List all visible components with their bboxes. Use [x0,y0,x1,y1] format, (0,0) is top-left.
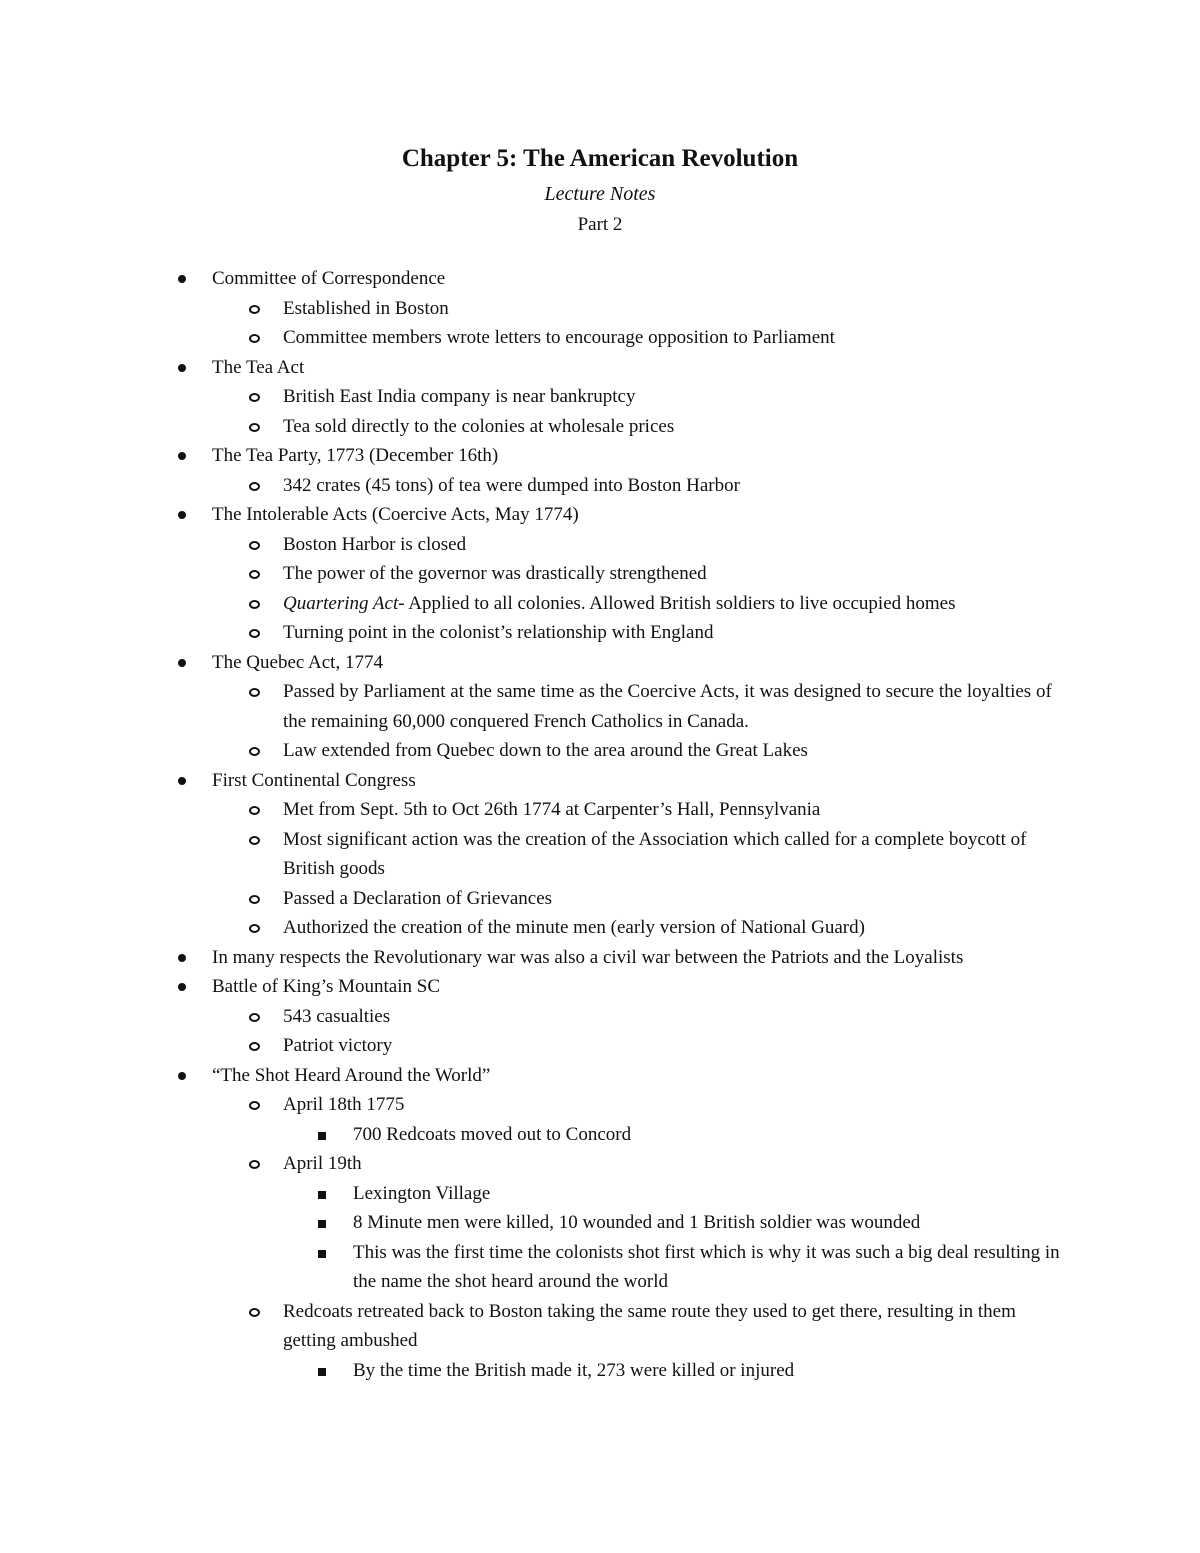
list-item-text: Battle of King’s Mountain SC [212,976,440,997]
hollow-circle-bullet-icon [249,836,260,845]
hollow-circle-bullet-icon [249,1013,260,1022]
page-subtitle: Lecture Notes [544,183,656,205]
list-item [0,913,1200,943]
list-item [0,1002,1200,1032]
list-item-text: Passed by Parliament at the same time as the Coercive Acts, it was designed to secure the loyalties of the remaining 60,000 conquered French Catholics in Canada. [283,681,1052,732]
list-item-text: Redcoats retreated back to Boston taking the same route they used to get there, resulting in them getting ambushed [283,1300,1016,1351]
list-item [0,412,1200,442]
list-item-text: Met from Sept. 5th to Oct 26th 1774 at Carpenter’s Hall, Pennsylvania [283,799,821,820]
list-item [0,884,1200,914]
list-item-text: Lexington Village [353,1182,491,1204]
hollow-circle-bullet-icon [249,1042,260,1051]
filled-circle-bullet-icon [178,511,186,519]
list-item [0,530,1200,560]
list-item-text: The Tea Party, 1773 (December 16th) [212,445,499,466]
hollow-circle-bullet-icon [249,423,260,432]
list-item [0,353,1200,383]
list-item [0,1031,1200,1061]
list-item-text: Law extended from Quebec down to the area around the Great Lakes [283,740,808,761]
hollow-circle-bullet-icon [249,1101,260,1110]
list-item-text: Committee members wrote letters to encourage opposition to Parliament [283,327,835,348]
filled-circle-bullet-icon [178,983,186,991]
hollow-circle-bullet-icon [249,600,260,609]
list-item [0,382,1200,412]
hollow-circle-bullet-icon [249,1308,260,1317]
hollow-circle-bullet-icon [249,1160,260,1169]
list-item [0,500,1200,530]
filled-circle-bullet-icon [178,777,186,785]
list-item [0,795,1200,825]
list-item-text: “The Shot Heard Around the World” [212,1064,491,1086]
list-item-text: 8 Minute men were killed, 10 wounded and 1 British soldier was wounded [353,1212,921,1233]
hollow-circle-bullet-icon [249,688,260,697]
filled-circle-bullet-icon [178,275,186,283]
hollow-circle-bullet-icon [249,334,260,343]
list-item [0,264,1200,294]
list-item [0,766,1200,796]
filled-circle-bullet-icon [178,364,186,372]
list-item-text: Passed a Declaration of Grievances [283,887,553,909]
square-bullet-icon [318,1250,326,1258]
list-item [0,736,1200,766]
list-item-text: Established in Boston [283,297,449,319]
page-title: Chapter 5: The American Revolution [401,145,799,172]
list-item-text: The power of the governor was drastically strengthened [283,563,707,584]
list-item [0,972,1200,1002]
list-item [0,1061,1200,1091]
list-item [0,1208,1200,1238]
list-item-text: Turning point in the colonist’s relationship with England [283,622,714,643]
list-item-text: The Intolerable Acts (Coercive Acts, May 1774) [212,504,579,525]
list-item [0,1120,1200,1150]
hollow-circle-bullet-icon [249,570,260,579]
list-item-text: The Tea Act [212,356,305,378]
list-item-text: Patriot victory [283,1035,393,1056]
list-item-text: Most significant action was the creation of the Association which called for a complete boycott of British goods [283,828,1027,879]
square-bullet-icon [318,1132,326,1140]
filled-circle-bullet-icon [178,452,186,460]
list-item-text: 342 crates (45 tons) of tea were dumped into Boston Harbor [283,474,740,496]
list-item-text: 543 casualties [283,1005,391,1027]
list-item-text: April 19th [283,1153,362,1174]
list-item-text: In many respects the Revolutionary war was also a civil war between the Patriots and the Loyalists [212,946,964,968]
part-label: Part 2 [577,214,623,235]
hollow-circle-bullet-icon [249,482,260,491]
act-name: Quartering Act [283,592,399,614]
list-item [0,677,1200,736]
hollow-circle-bullet-icon [249,393,260,402]
hollow-circle-bullet-icon [249,924,260,933]
list-item [0,1179,1200,1209]
list-item-text: Boston Harbor is closed [283,533,467,555]
list-item-text: Authorized the creation of the minute men (early version of National Guard) [283,917,865,938]
list-item-text: By the time the British made it, 273 were killed or injured [353,1359,795,1381]
hollow-circle-bullet-icon [249,747,260,756]
list-item-text [0,589,1200,619]
filled-circle-bullet-icon [178,659,186,667]
square-bullet-icon [318,1368,326,1376]
list-item [0,1356,1200,1386]
list-item-text: 700 Redcoats moved out to Concord [353,1123,632,1145]
list-item-text: April 18th 1775 [283,1094,405,1115]
hollow-circle-bullet-icon [249,895,260,904]
list-item [0,943,1200,973]
list-item-remainder: - Applied to all colonies. Allowed British soldiers to live occupied homes [398,592,956,614]
list-item-text: Tea sold directly to the colonies at wholesale prices [283,415,675,437]
list-item [0,1238,1200,1297]
square-bullet-icon [318,1220,326,1228]
hollow-circle-bullet-icon [249,806,260,815]
list-item-text: The Quebec Act, 1774 [212,651,383,673]
list-item-text: British East India company is near bankruptcy [283,386,636,407]
hollow-circle-bullet-icon [249,629,260,638]
square-bullet-icon [318,1191,326,1199]
filled-circle-bullet-icon [178,1072,186,1080]
list-item [0,323,1200,353]
hollow-circle-bullet-icon [249,541,260,550]
notes-list [0,264,1200,1385]
list-item [0,471,1200,501]
list-item [0,1297,1200,1356]
list-item [0,559,1200,589]
list-item [0,1090,1200,1120]
hollow-circle-bullet-icon [249,305,260,314]
list-item [0,648,1200,678]
list-item-text: First Continental Congress [212,769,416,791]
list-item [0,1149,1200,1179]
list-item [0,618,1200,648]
list-item [0,441,1200,471]
list-item [0,589,1200,619]
list-item [0,825,1200,884]
list-item-text: This was the first time the colonists shot first which is why it was such a big deal resulting in the name the shot heard around the world [353,1241,1060,1292]
list-item-text: Committee of Correspondence [212,268,446,289]
filled-circle-bullet-icon [178,954,186,962]
list-item [0,294,1200,324]
